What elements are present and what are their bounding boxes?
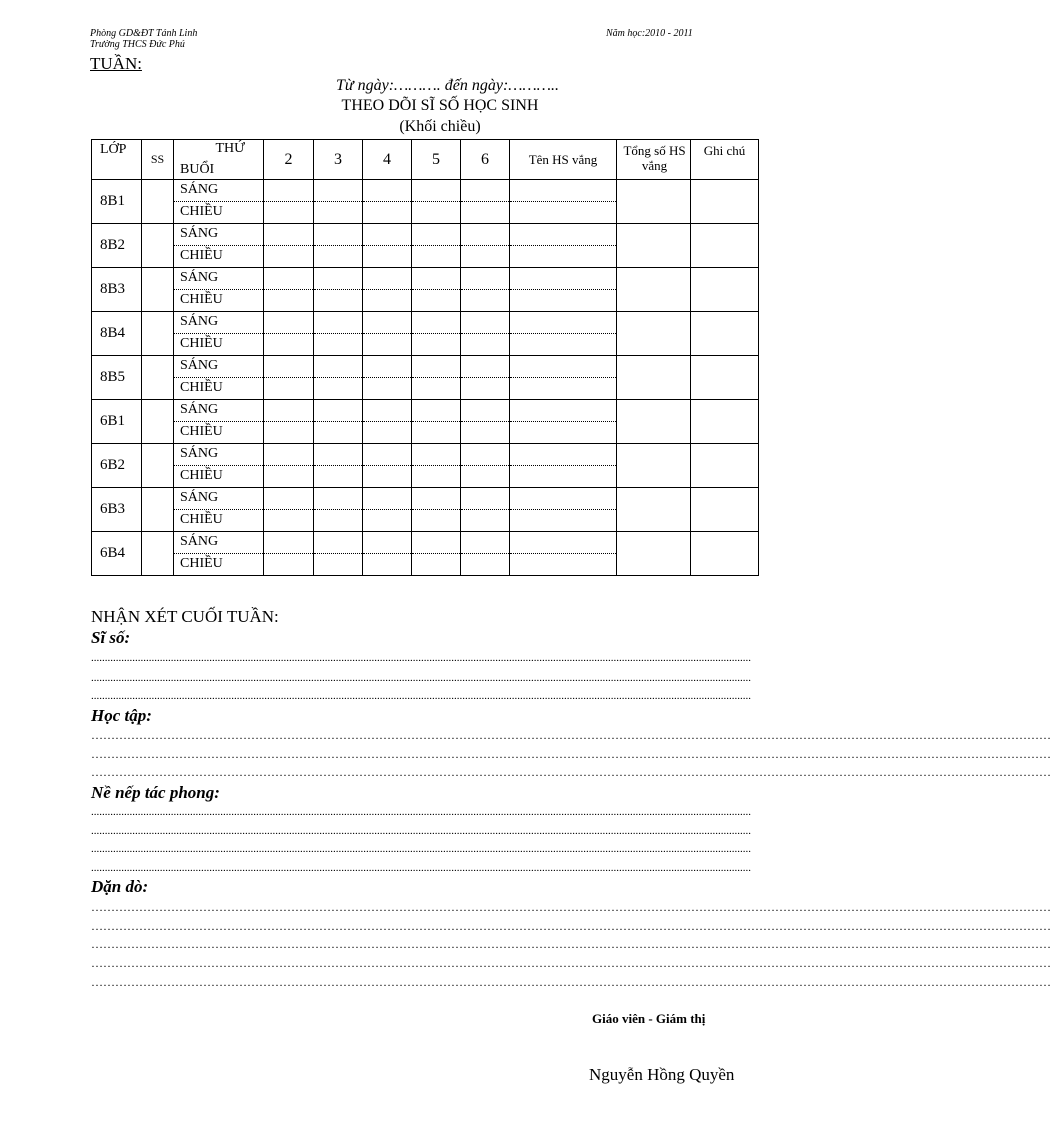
day-cell xyxy=(461,488,510,510)
attendance-table xyxy=(91,139,759,576)
day-cell xyxy=(363,202,412,224)
total-absent-cell xyxy=(617,180,691,224)
absent-names-cell xyxy=(510,510,617,532)
day-cell xyxy=(314,180,363,202)
day-cell xyxy=(264,400,314,422)
day-cell xyxy=(412,532,461,554)
day-cell xyxy=(264,246,314,268)
day-cell xyxy=(314,554,363,576)
date-range: Từ ngày:………. đến ngày:……….. xyxy=(336,77,559,94)
ss-cell xyxy=(142,444,174,488)
day-cell xyxy=(461,334,510,356)
day-cell xyxy=(264,202,314,224)
day-cell xyxy=(264,356,314,378)
note-cell xyxy=(691,180,759,224)
day-cell xyxy=(363,356,412,378)
session-pm: CHIỀU xyxy=(174,290,264,312)
day-cell xyxy=(461,554,510,576)
day-cell xyxy=(264,422,314,444)
day-cell xyxy=(314,444,363,466)
writing-line: ................................................................................................................................................................................................................................................ xyxy=(91,672,751,684)
class-name: 6B4 xyxy=(92,532,142,576)
day-cell xyxy=(461,202,510,224)
class-name: 8B2 xyxy=(92,224,142,268)
writing-line: …………………………………………………………………………………………………………………………………………………………………………………………………………………… xyxy=(91,975,1051,989)
day-cell xyxy=(461,400,510,422)
day-cell xyxy=(461,378,510,400)
day-cell xyxy=(412,246,461,268)
session-pm: CHIỀU xyxy=(174,466,264,488)
day-cell xyxy=(264,268,314,290)
day-cell xyxy=(461,510,510,532)
total-absent-cell xyxy=(617,488,691,532)
department-name: Phòng GD&ĐT Tánh Linh xyxy=(90,28,198,39)
writing-line: ................................................................................................................................................................................................................................................ xyxy=(91,690,751,702)
session-am: SÁNG xyxy=(174,224,264,246)
day-cell xyxy=(461,532,510,554)
day-cell xyxy=(264,554,314,576)
absent-names-cell xyxy=(510,422,617,444)
header-note: Ghi chú xyxy=(691,140,759,180)
signature-name: Nguyễn Hồng Quyền xyxy=(589,1065,735,1084)
total-absent-cell xyxy=(617,400,691,444)
session-pm: CHIỀU xyxy=(174,202,264,224)
day-cell xyxy=(264,488,314,510)
day-cell xyxy=(363,400,412,422)
table-row xyxy=(92,180,759,202)
header-total-absent: Tổng số HS vắng xyxy=(617,140,691,180)
note-cell xyxy=(691,488,759,532)
ss-cell xyxy=(142,488,174,532)
day-cell xyxy=(264,466,314,488)
total-absent-cell xyxy=(617,444,691,488)
absent-names-cell xyxy=(510,554,617,576)
writing-line: …………………………………………………………………………………………………………………………………………………………………………………………………………………… xyxy=(91,956,1051,970)
session-am: SÁNG xyxy=(174,312,264,334)
day-cell xyxy=(314,290,363,312)
writing-line: …………………………………………………………………………………………………………………………………………………………………………………………………………………… xyxy=(91,765,1051,779)
writing-line: ................................................................................................................................................................................................................................................ xyxy=(91,862,751,874)
total-absent-cell xyxy=(617,312,691,356)
ss-cell xyxy=(142,532,174,576)
day-cell xyxy=(363,444,412,466)
day-cell xyxy=(363,180,412,202)
remarks-heading: NHẬN XÉT CUỐI TUẦN: xyxy=(91,607,279,626)
absent-names-cell xyxy=(510,202,617,224)
day-cell xyxy=(314,510,363,532)
day-cell xyxy=(264,532,314,554)
day-cell xyxy=(314,268,363,290)
table-header-row xyxy=(92,140,759,180)
writing-line: …………………………………………………………………………………………………………………………………………………………………………………………………………………… xyxy=(91,900,1051,914)
day-cell xyxy=(314,246,363,268)
header-day-session xyxy=(174,140,264,180)
day-cell xyxy=(363,378,412,400)
total-absent-cell xyxy=(617,532,691,576)
session-pm: CHIỀU xyxy=(174,378,264,400)
table-row xyxy=(92,224,759,246)
day-cell xyxy=(363,466,412,488)
absent-names-cell xyxy=(510,356,617,378)
day-cell xyxy=(412,356,461,378)
header-day: THỨ xyxy=(215,141,245,156)
day-cell xyxy=(314,378,363,400)
study-heading: Học tập: xyxy=(91,706,152,725)
week-label: TUẦN: xyxy=(90,54,142,73)
session-am: SÁNG xyxy=(174,180,264,202)
header-session: BUỔI xyxy=(180,162,215,177)
day-cell xyxy=(412,378,461,400)
session-pm: CHIỀU xyxy=(174,554,264,576)
day-cell xyxy=(412,466,461,488)
header-day-6: 6 xyxy=(461,140,510,180)
day-cell xyxy=(461,290,510,312)
class-name: 8B5 xyxy=(92,356,142,400)
day-cell xyxy=(314,466,363,488)
table-row xyxy=(92,488,759,510)
session-am: SÁNG xyxy=(174,488,264,510)
day-cell xyxy=(264,334,314,356)
day-cell xyxy=(264,224,314,246)
day-cell xyxy=(314,422,363,444)
note-cell xyxy=(691,532,759,576)
writing-line: ................................................................................................................................................................................................................................................ xyxy=(91,652,751,664)
discipline-heading: Nề nếp tác phong: xyxy=(91,783,220,802)
day-cell xyxy=(314,334,363,356)
note-cell xyxy=(691,268,759,312)
day-cell xyxy=(363,510,412,532)
total-absent-cell xyxy=(617,268,691,312)
writing-line: …………………………………………………………………………………………………………………………………………………………………………………………………………………… xyxy=(91,919,1051,933)
day-cell xyxy=(363,334,412,356)
day-cell xyxy=(412,444,461,466)
total-absent-cell xyxy=(617,224,691,268)
table-row xyxy=(92,444,759,466)
table-row xyxy=(92,356,759,378)
day-cell xyxy=(461,246,510,268)
absent-names-cell xyxy=(510,532,617,554)
day-cell xyxy=(363,422,412,444)
day-cell xyxy=(314,202,363,224)
day-cell xyxy=(461,180,510,202)
total-absent-cell xyxy=(617,356,691,400)
session-am: SÁNG xyxy=(174,268,264,290)
session-am: SÁNG xyxy=(174,400,264,422)
session-am: SÁNG xyxy=(174,356,264,378)
day-cell xyxy=(461,224,510,246)
day-cell xyxy=(314,224,363,246)
ss-cell xyxy=(142,400,174,444)
page-subtitle: (Khối chiều) xyxy=(399,118,481,135)
day-cell xyxy=(363,246,412,268)
day-cell xyxy=(461,312,510,334)
signature-role: Giáo viên - Giám thị xyxy=(592,1011,706,1026)
day-cell xyxy=(412,202,461,224)
day-cell xyxy=(264,378,314,400)
session-pm: CHIỀU xyxy=(174,510,264,532)
writing-line: ................................................................................................................................................................................................................................................ xyxy=(91,825,751,837)
day-cell xyxy=(412,488,461,510)
header-day-5: 5 xyxy=(412,140,461,180)
absent-names-cell xyxy=(510,290,617,312)
absent-names-cell xyxy=(510,400,617,422)
day-cell xyxy=(412,290,461,312)
header-day-4: 4 xyxy=(363,140,412,180)
day-cell xyxy=(461,466,510,488)
day-cell xyxy=(412,180,461,202)
day-cell xyxy=(412,510,461,532)
page-title: THEO DÕI SĨ SỐ HỌC SINH xyxy=(341,97,539,114)
day-cell xyxy=(314,400,363,422)
absent-names-cell xyxy=(510,488,617,510)
attendance-heading: Sĩ số: xyxy=(91,628,131,647)
header-absent-names: Tên HS vắng xyxy=(510,140,617,180)
header-ss: SS xyxy=(142,140,174,180)
class-name: 6B3 xyxy=(92,488,142,532)
day-cell xyxy=(412,400,461,422)
day-cell xyxy=(363,268,412,290)
ss-cell xyxy=(142,268,174,312)
day-cell xyxy=(314,356,363,378)
day-cell xyxy=(412,312,461,334)
table-row xyxy=(92,532,759,554)
ss-cell xyxy=(142,356,174,400)
table-row xyxy=(92,312,759,334)
absent-names-cell xyxy=(510,378,617,400)
absent-names-cell xyxy=(510,466,617,488)
header-class: LỚP xyxy=(92,140,142,180)
writing-line: …………………………………………………………………………………………………………………………………………………………………………………………………………………… xyxy=(91,747,1051,761)
absent-names-cell xyxy=(510,312,617,334)
day-cell xyxy=(314,532,363,554)
note-cell xyxy=(691,224,759,268)
header-day-3: 3 xyxy=(314,140,363,180)
day-cell xyxy=(363,488,412,510)
ss-cell xyxy=(142,180,174,224)
table-row xyxy=(92,400,759,422)
day-cell xyxy=(264,312,314,334)
reminders-heading: Dặn dò: xyxy=(91,877,149,896)
absent-names-cell xyxy=(510,444,617,466)
session-pm: CHIỀU xyxy=(174,422,264,444)
note-cell xyxy=(691,356,759,400)
session-pm: CHIỀU xyxy=(174,246,264,268)
day-cell xyxy=(314,488,363,510)
class-name: 8B1 xyxy=(92,180,142,224)
absent-names-cell xyxy=(510,268,617,290)
day-cell xyxy=(412,334,461,356)
ss-cell xyxy=(142,312,174,356)
header-day-2: 2 xyxy=(264,140,314,180)
day-cell xyxy=(412,268,461,290)
absent-names-cell xyxy=(510,180,617,202)
day-cell xyxy=(461,268,510,290)
day-cell xyxy=(363,290,412,312)
note-cell xyxy=(691,400,759,444)
day-cell xyxy=(363,312,412,334)
day-cell xyxy=(264,510,314,532)
session-am: SÁNG xyxy=(174,444,264,466)
day-cell xyxy=(412,422,461,444)
writing-line: ................................................................................................................................................................................................................................................ xyxy=(91,806,751,818)
absent-names-cell xyxy=(510,224,617,246)
day-cell xyxy=(461,444,510,466)
day-cell xyxy=(412,224,461,246)
class-name: 6B2 xyxy=(92,444,142,488)
ss-cell xyxy=(142,224,174,268)
school-name: Trường THCS Đức Phú xyxy=(90,39,185,50)
writing-line: …………………………………………………………………………………………………………………………………………………………………………………………………………………… xyxy=(91,728,1051,742)
day-cell xyxy=(264,180,314,202)
note-cell xyxy=(691,444,759,488)
day-cell xyxy=(363,532,412,554)
writing-line: …………………………………………………………………………………………………………………………………………………………………………………………………………………… xyxy=(91,937,1051,951)
session-pm: CHIỀU xyxy=(174,334,264,356)
absent-names-cell xyxy=(510,334,617,356)
class-name: 8B4 xyxy=(92,312,142,356)
day-cell xyxy=(264,444,314,466)
session-am: SÁNG xyxy=(174,532,264,554)
absent-names-cell xyxy=(510,246,617,268)
school-year: Năm học:2010 - 2011 xyxy=(606,28,693,39)
class-name: 6B1 xyxy=(92,400,142,444)
day-cell xyxy=(314,312,363,334)
day-cell xyxy=(412,554,461,576)
day-cell xyxy=(264,290,314,312)
table-row xyxy=(92,268,759,290)
day-cell xyxy=(363,224,412,246)
day-cell xyxy=(363,554,412,576)
note-cell xyxy=(691,312,759,356)
writing-line: ................................................................................................................................................................................................................................................ xyxy=(91,843,751,855)
day-cell xyxy=(461,422,510,444)
day-cell xyxy=(461,356,510,378)
class-name: 8B3 xyxy=(92,268,142,312)
